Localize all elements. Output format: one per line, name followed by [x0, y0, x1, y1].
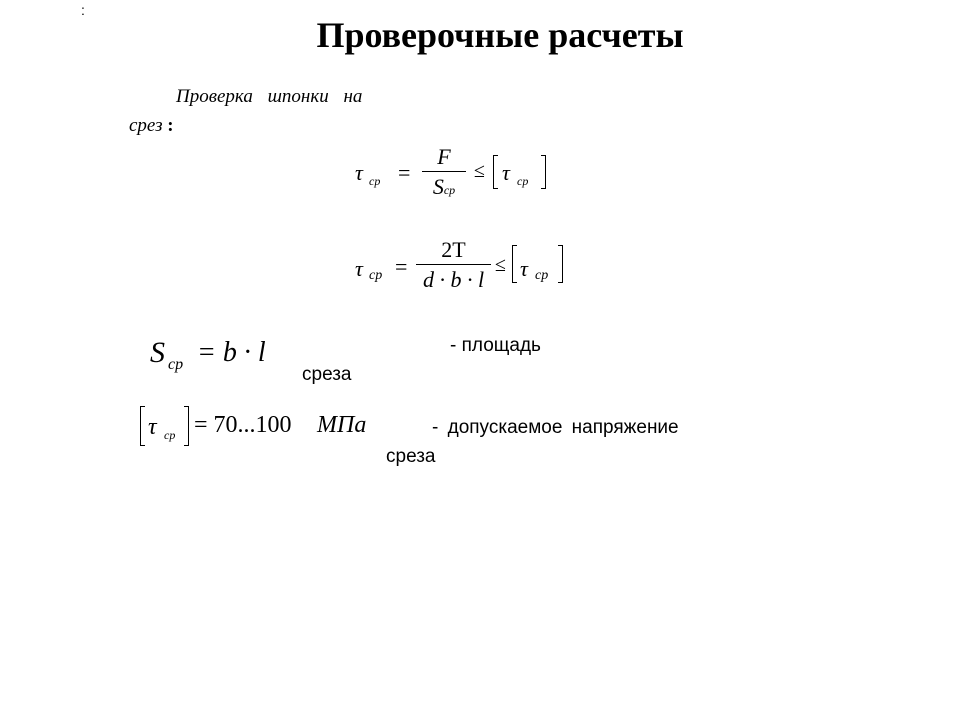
f2-leq: ≤	[495, 254, 506, 276]
intro-line-2-text: срез	[129, 115, 163, 136]
f1-numerator: F	[437, 144, 451, 169]
stress-lhs-sub: ср	[164, 428, 176, 442]
f1-rhs-sub: ср	[517, 174, 529, 188]
area-description: - площадь	[450, 335, 541, 356]
f2-numerator: 2T	[441, 237, 466, 262]
corner-mark: :	[81, 2, 85, 18]
page-title: Проверочные расчеты	[316, 15, 684, 55]
intro-colon: :	[167, 115, 174, 136]
f1-den-sub: ср	[443, 183, 456, 197]
f1-fraction-bar	[422, 171, 466, 172]
f2-fraction-bar	[416, 264, 491, 265]
f1-den-text: S	[432, 174, 444, 199]
area-lhs: S	[150, 336, 165, 369]
f2-lhs-sub: ср	[369, 268, 383, 283]
f1-left-bracket	[493, 155, 498, 189]
f2-left-bracket	[512, 245, 517, 283]
intro-line-1: Проверка шпонки на	[176, 86, 363, 107]
stress-left-bracket	[140, 406, 145, 446]
f1-eq: =	[398, 160, 411, 185]
f2-fraction	[416, 237, 491, 293]
f1-lhs: τ	[355, 160, 363, 185]
f2-lhs: τ	[355, 256, 363, 281]
f1-leq: ≤	[474, 160, 485, 182]
stress-description: - допускаемое напряжение	[432, 417, 679, 438]
f1-denominator	[433, 174, 455, 203]
stress-value: = 70...100	[194, 412, 292, 438]
f2-rhs: τ	[520, 256, 528, 281]
f1-lhs-sub: ср	[369, 174, 381, 188]
f1-fraction	[422, 144, 466, 203]
stress-description-2: среза	[386, 446, 436, 467]
area-description-2: среза	[302, 364, 352, 385]
f1-right-bracket	[541, 155, 546, 189]
stress-right-bracket	[184, 406, 189, 446]
f1-rhs: τ	[502, 160, 510, 185]
stress-unit: МПа	[317, 412, 367, 438]
intro-line-2	[129, 115, 174, 137]
area-lhs-sub: ср	[168, 356, 184, 373]
f2-eq: =	[395, 254, 408, 279]
stress-lhs: τ	[148, 414, 157, 440]
f2-right-bracket	[558, 245, 563, 283]
f2-denominator: d · b · l	[422, 267, 485, 292]
area-rhs: = b · l	[197, 337, 266, 368]
f2-rhs-sub: ср	[535, 268, 549, 283]
